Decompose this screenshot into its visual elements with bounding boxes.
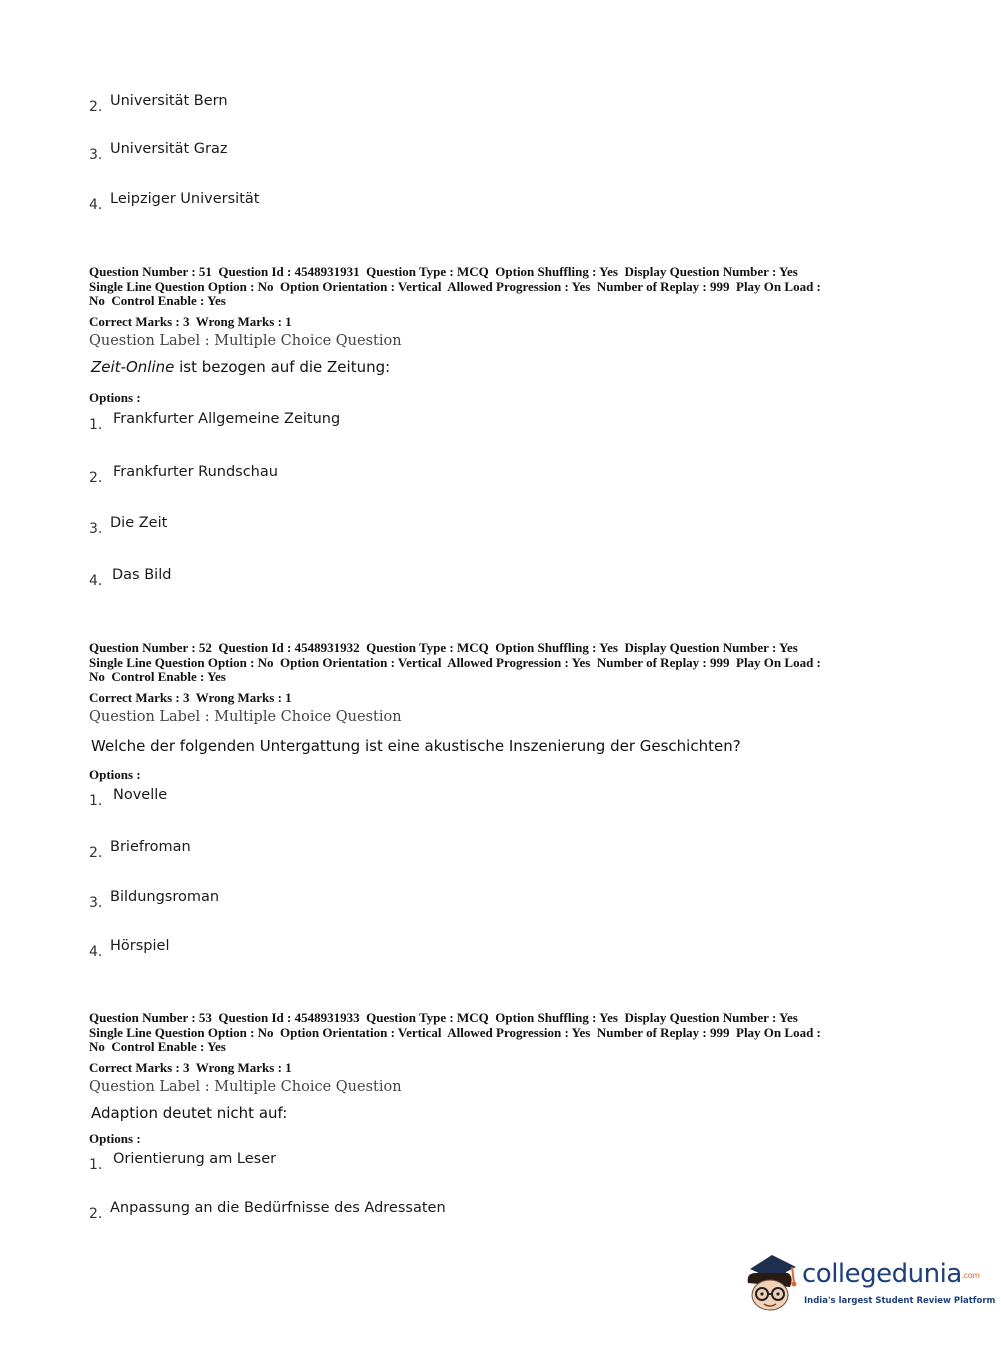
- question-marks: Correct Marks : 3 Wrong Marks : 1: [89, 690, 292, 705]
- option-number: 3.: [89, 895, 103, 911]
- brand-logo: [742, 1249, 996, 1319]
- option-number: 4.: [89, 573, 103, 589]
- option-text: Briefroman: [110, 839, 191, 855]
- brand-name: collegedunia: [802, 1259, 962, 1289]
- option-number: 1.: [89, 1157, 103, 1173]
- meta-line: Single Line Question Option : No Option Orientation : Vertical Allowed Progression : Yes Number of Replay : 999 Play On Load :: [89, 654, 821, 670]
- option-number: 2.: [89, 1206, 103, 1222]
- option-text: Die Zeit: [110, 515, 168, 531]
- question-marks: Correct Marks : 3 Wrong Marks : 1: [89, 1060, 292, 1075]
- options-heading: Options :: [89, 767, 141, 782]
- option-text: Universität Graz: [110, 141, 228, 157]
- question-text-rest: ist bezogen auf die Zeitung:: [174, 358, 391, 376]
- option-number: 1.: [89, 417, 103, 433]
- meta-line: Question Number : 53 Question Id : 4548931933 Question Type : MCQ Option Shuffling : Yes Display Question Number : Yes: [89, 1010, 798, 1025]
- meta-line: Single Line Question Option : No Option Orientation : Vertical Allowed Progression : Yes Number of Replay : 999 Play On Load :: [89, 278, 821, 294]
- question-text: Adaption deutet nicht auf:: [91, 1104, 288, 1122]
- options-heading: Options :: [89, 390, 141, 405]
- options-heading: Options :: [89, 1131, 141, 1146]
- brand-domain: .com: [961, 1271, 980, 1280]
- option-text: Bildungsroman: [110, 889, 220, 905]
- option-number: 2.: [89, 470, 103, 486]
- option-number: 4.: [89, 197, 103, 213]
- option-text: Orientierung am Leser: [113, 1151, 277, 1167]
- question-meta: [89, 265, 919, 309]
- question-meta: [89, 1011, 919, 1055]
- option-text: Frankfurter Rundschau: [113, 464, 278, 480]
- option-text: Frankfurter Allgemeine Zeitung: [113, 411, 341, 427]
- option-text: Novelle: [113, 787, 168, 803]
- option-text: Das Bild: [112, 567, 172, 583]
- option-number: 3.: [89, 521, 103, 537]
- question-text: Welche der folgenden Untergattung ist eine akustische Inszenierung der Geschichten?: [91, 737, 741, 755]
- meta-line: Question Number : 51 Question Id : 4548931931 Question Type : MCQ Option Shuffling : Yes Display Question Number : Yes: [89, 264, 798, 279]
- meta-line: No Control Enable : Yes: [89, 669, 226, 685]
- option-number: 1.: [89, 793, 103, 809]
- question-label: Question Label : Multiple Choice Question: [89, 1079, 402, 1095]
- meta-line: Single Line Question Option : No Option Orientation : Vertical Allowed Progression : Yes Number of Replay : 999 Play On Load :: [89, 1024, 821, 1040]
- mascot-icon: [742, 1249, 802, 1315]
- brand-wordmark: [802, 1259, 979, 1289]
- question-label: Question Label : Multiple Choice Question: [89, 333, 402, 349]
- option-text: Universität Bern: [110, 93, 228, 109]
- option-number: 4.: [89, 944, 103, 960]
- meta-line: No Control Enable : Yes: [89, 293, 226, 309]
- question-marks: Correct Marks : 3 Wrong Marks : 1: [89, 314, 292, 329]
- option-number: 2.: [89, 99, 103, 115]
- question-label: Question Label : Multiple Choice Question: [89, 709, 402, 725]
- option-text: Hörspiel: [110, 938, 170, 954]
- meta-line: Question Number : 52 Question Id : 4548931932 Question Type : MCQ Option Shuffling : Yes Display Question Number : Yes: [89, 640, 798, 655]
- question-text: [91, 358, 390, 376]
- option-number: 3.: [89, 147, 103, 163]
- brand-tagline: India's largest Student Review Platform: [804, 1296, 996, 1306]
- option-text: Anpassung an die Bedürfnisse des Adressaten: [110, 1200, 446, 1216]
- option-number: 2.: [89, 845, 103, 861]
- meta-line: No Control Enable : Yes: [89, 1039, 226, 1055]
- question-text-italic: Zeit-Online: [91, 358, 175, 376]
- question-meta: [89, 641, 919, 685]
- option-text: Leipziger Universität: [110, 191, 260, 207]
